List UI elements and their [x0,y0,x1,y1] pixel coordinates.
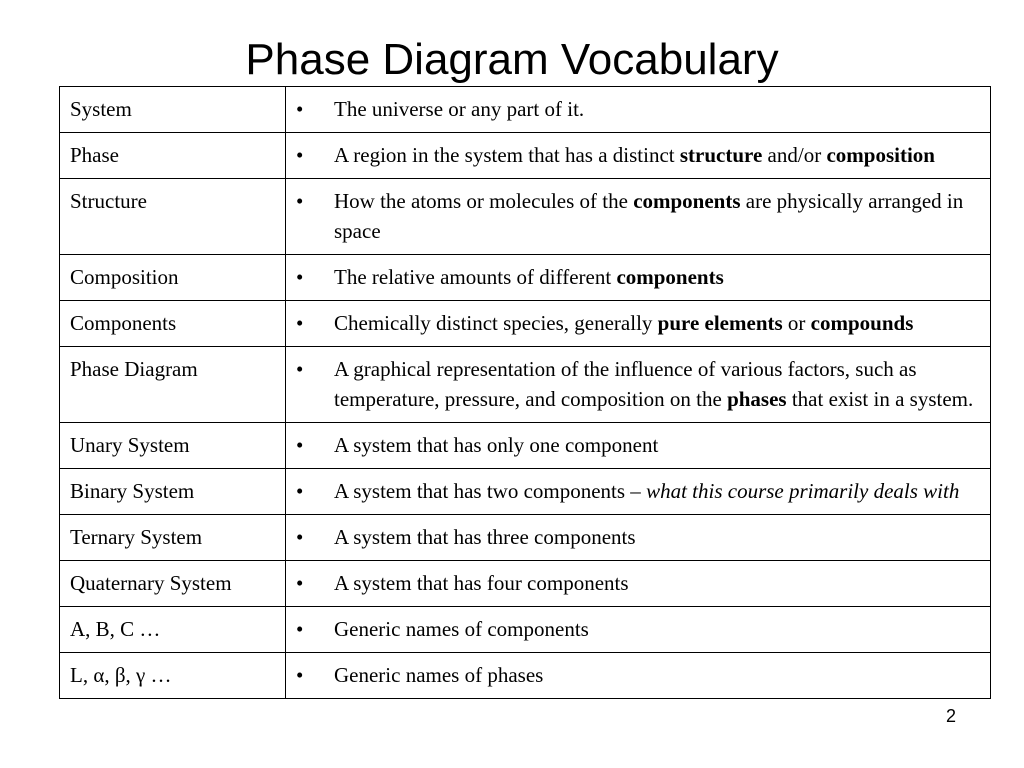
term-cell: Unary System [60,423,286,469]
definition-text: and/or [762,143,827,167]
table-row [60,515,991,561]
bullet-icon: • [296,617,304,641]
definition-cell [286,653,991,699]
term-cell: L, α, β, γ … [60,653,286,699]
table-row [60,301,991,347]
definition-cell [286,133,991,179]
definition-cell [286,469,991,515]
bullet-icon: • [296,479,304,503]
table-row [60,561,991,607]
definition-text: How the atoms or molecules of the [334,189,634,213]
term-cell: Composition [60,255,286,301]
definition-emphasis: components [633,189,741,213]
table-row [60,133,991,179]
vocabulary-table [59,86,991,699]
definition-cell [286,423,991,469]
definition-text: A system that has four components [334,571,629,595]
term-cell: Binary System [60,469,286,515]
definition-text: A region in the system that has a distinct [334,143,680,167]
slide-title: Phase Diagram Vocabulary [245,35,779,84]
vocabulary-table-body [60,87,991,699]
definition-cell [286,561,991,607]
bullet-icon: • [296,525,304,549]
term-cell: System [60,87,286,133]
table-row [60,179,991,255]
definition-cell [286,301,991,347]
definition-emphasis: compounds [810,311,914,335]
definition-text: The relative amounts of different [334,265,617,289]
table-row [60,469,991,515]
definition-text: The universe or any part of it. [334,97,585,121]
definition-emphasis: pure elements [657,311,783,335]
table-row [60,423,991,469]
page-number: 2 [946,706,957,726]
definition-text: that exist in a system. [786,387,974,411]
definition-emphasis: components [616,265,724,289]
definition-text: or [782,311,811,335]
definition-cell [286,607,991,653]
bullet-icon: • [296,433,304,457]
definition-text: are physically arranged in space [334,189,964,243]
term-cell: Quaternary System [60,561,286,607]
bullet-icon: • [296,357,304,381]
bullet-icon: • [296,143,304,167]
definition-emphasis: phases [727,387,787,411]
definition-text: Generic names of components [334,617,589,641]
table-row [60,255,991,301]
term-cell: Components [60,301,286,347]
bullet-icon: • [296,663,304,687]
definition-cell [286,515,991,561]
table-row [60,607,991,653]
bullet-icon: • [296,189,304,213]
definition-text: Chemically distinct species, generally [334,311,658,335]
definition-emphasis: structure [679,143,763,167]
definition-cell [286,347,991,423]
definition-text: A system that has only one component [334,433,659,457]
term-cell: A, B, C … [60,607,286,653]
table-row [60,653,991,699]
bullet-icon: • [296,571,304,595]
definition-italic-note: what this course primarily deals with [646,479,960,503]
term-cell: Structure [60,179,286,255]
definition-cell [286,179,991,255]
table-row [60,347,991,423]
bullet-icon: • [296,265,304,289]
definition-text: A graphical representation of the influence of various factors, such as temperature, pressure, and composition on the [334,357,917,411]
term-cell: Phase [60,133,286,179]
term-cell: Ternary System [60,515,286,561]
bullet-icon: • [296,311,304,335]
bullet-icon: • [296,97,304,121]
definition-emphasis: composition [826,143,935,167]
definition-cell [286,87,991,133]
definition-text: A system that has three components [334,525,636,549]
table-row [60,87,991,133]
definition-cell [286,255,991,301]
term-cell: Phase Diagram [60,347,286,423]
definition-text: Generic names of phases [334,663,544,687]
definition-text: A system that has two components – [334,479,647,503]
